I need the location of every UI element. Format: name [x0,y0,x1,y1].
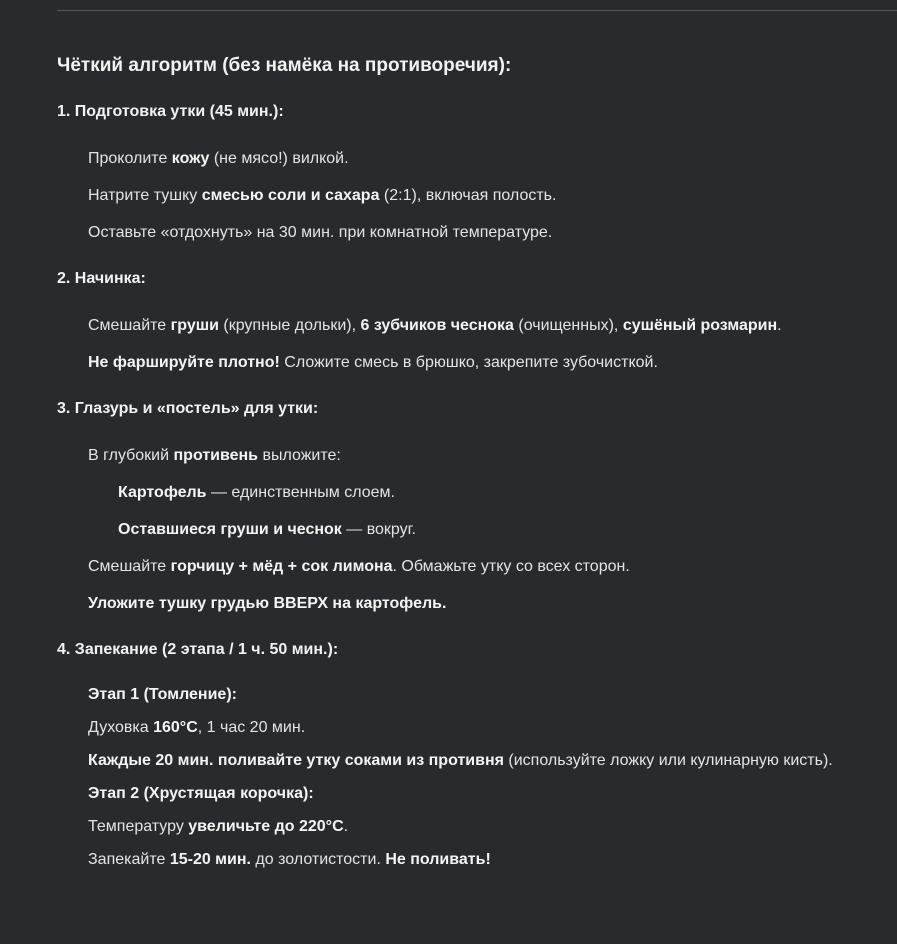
text: . [777,317,782,334]
text: Духовка [88,719,154,736]
text: (очищенных), [513,317,623,334]
text: — единственным слоем. [206,484,395,501]
text: выложите: [258,447,341,464]
section-heading: 4. Запекание (2 этапа / 1 ч. 50 мин.): [57,641,339,658]
list-item [57,810,858,843]
text: (крупные дольки), [218,317,361,334]
text: Смешайте [88,317,171,334]
list-item [57,744,858,777]
list-item [57,585,897,622]
list-item [57,437,897,474]
text: — вокруг. [341,521,416,538]
list-item [57,214,897,251]
bold-text: Не поливать! [385,851,491,868]
bold-text: Этап 1 (Томление): [88,686,237,703]
section-1 [57,93,897,251]
recipe-document [57,47,897,876]
text: Сложите смесь в брюшко, закрепите зубочисткой. [279,354,658,371]
bold-text: 160°C [153,719,198,736]
text: (используйте ложку или кулинарную кисть). [503,752,833,769]
step-list [57,678,897,876]
text: , 1 час 20 мин. [197,719,306,736]
text: Оставьте «отдохнуть» на 30 мин. при комнатной температуре. [88,224,553,241]
bold-text: 15-20 мин. [169,851,251,868]
text: Натрите тушку [88,187,202,204]
section-heading: 2. Начинка: [57,270,146,287]
list-item [57,511,897,548]
bold-text: Уложите тушку грудью ВВЕРХ на картофель. [88,595,447,612]
text: Температуру [88,818,189,835]
section-2 [57,260,897,381]
text: до золотистости. [250,851,386,868]
document-title: Чёткий алгоритм (без намёка на противоречия): [57,55,512,76]
bold-text: сушёный розмарин [622,317,778,334]
sections [57,93,897,876]
text: (не мясо!) вилкой. [209,150,349,167]
divider [57,10,897,11]
section-heading: 1. Подготовка утки (45 мин.): [57,103,284,120]
list-item [57,344,897,381]
step-list [57,140,897,251]
bold-text: смесью соли и сахара [201,187,380,204]
section-heading: 3. Глазурь и «постель» для утки: [57,400,319,417]
list-item [57,678,858,711]
bold-text: увеличьте до 220°C [188,818,344,835]
list-item [57,177,897,214]
bold-text: Картофель [118,484,207,501]
list-item [57,777,858,810]
step-list [57,307,897,381]
text: В глубокий [88,447,174,464]
text: Проколите [88,150,172,167]
list-item [57,843,858,876]
list-item [57,307,897,344]
bold-text: Этап 2 (Хрустящая корочка): [88,785,314,802]
list-item [57,548,897,585]
list-item [57,474,897,511]
bold-text: горчицу + мёд + сок лимона [170,558,393,575]
bold-text: Каждые 20 мин. поливайте утку соками из противня [88,752,504,769]
bold-text: 6 зубчиков чеснока [360,317,514,334]
text: . [343,818,349,835]
section-3 [57,390,897,622]
text: Запекайте [88,851,170,868]
text: (2:1), включая полость. [379,187,557,204]
bold-text: Не фаршируйте плотно! [88,354,280,371]
list-item [57,140,897,177]
step-list [57,437,897,622]
list-item [57,711,858,744]
section-4 [57,631,897,876]
bold-text: Оставшиеся груши и чеснок [118,521,342,538]
text: Смешайте [88,558,171,575]
bold-text: груши [170,317,219,334]
text: . Обмажьте утку со всех сторон. [392,558,630,575]
bold-text: противень [173,447,259,464]
bold-text: кожу [171,150,210,167]
